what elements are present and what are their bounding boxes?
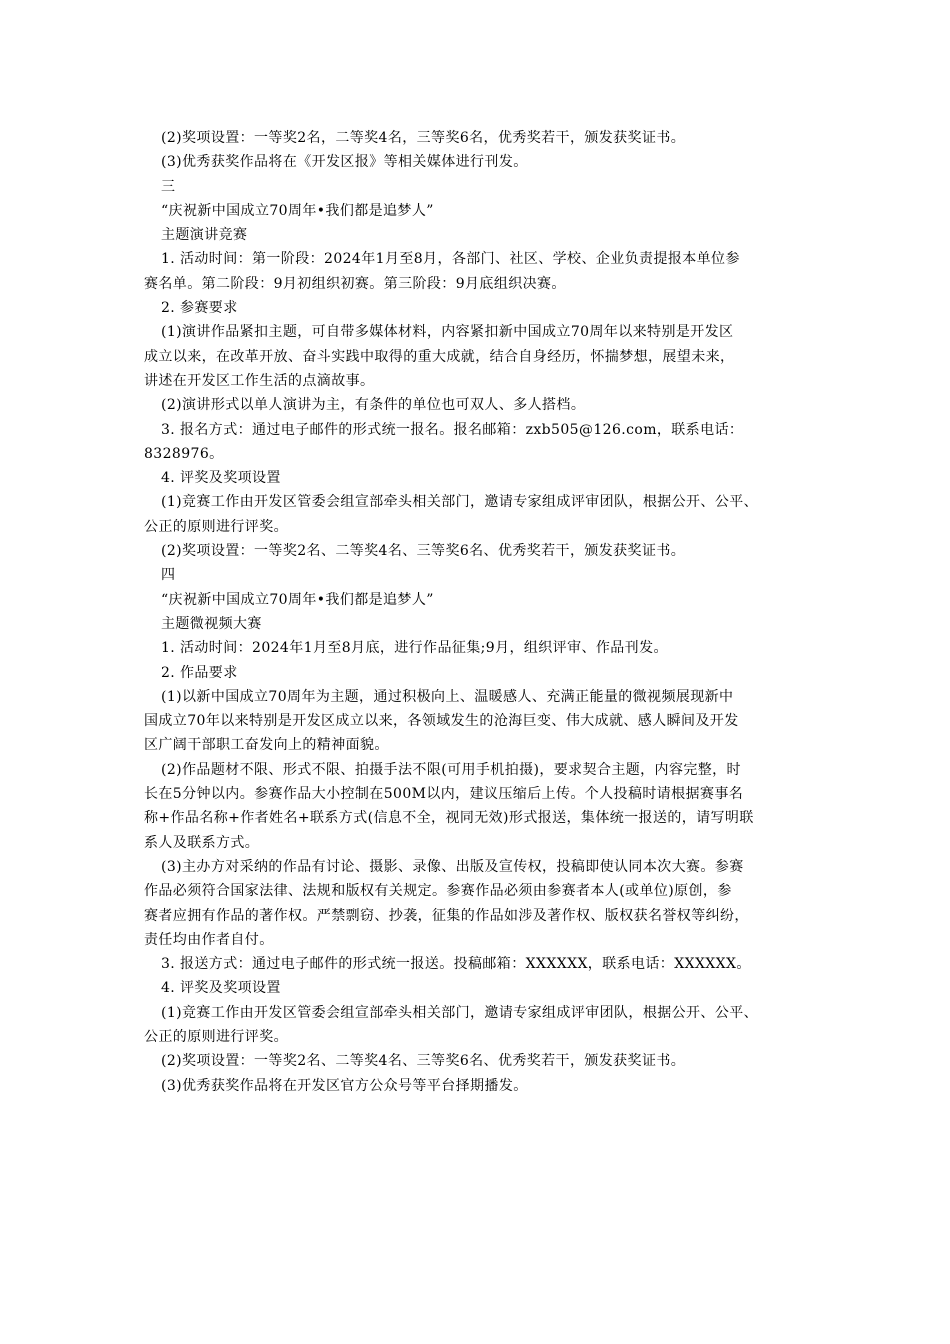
paragraph-line: (2)奖项设置：一等奖2名，二等奖4名，三等奖6名，优秀奖若干，颁发获奖证书。 xyxy=(161,130,686,146)
paragraph-line: (2)奖项设置：一等奖2名、二等奖4名、三等奖6名、优秀奖若干，颁发获奖证书。 xyxy=(161,1053,686,1070)
paragraph-line: 赛者应拥有作品的著作权。严禁剽窃、抄袭，征集的作品如涉及著作权、版权获名誉权等纠纷， xyxy=(144,907,749,924)
paragraph-line: “庆祝新中国成立70周年•我们都是追梦人” xyxy=(161,202,434,219)
paragraph-line: 四 xyxy=(161,567,176,584)
paragraph-line: (1)以新中国成立70周年为主题，通过积极向上、温暖感人、充满正能量的微视频展现新中 xyxy=(161,688,734,705)
paragraph-line: (3)优秀获奖作品将在《开发区报》等相关媒体进行刊发。 xyxy=(161,154,528,171)
paragraph-line: 称+作品名称+作者姓名+联系方式(信息不全，视同无效)形式报送，集体统一报送的，请写明联 xyxy=(144,810,754,827)
paragraph-line: 3. 报名方式：通过电子邮件的形式统一报名。报名邮箱：zxb505@126.com，联系电话： xyxy=(161,421,744,438)
paragraph-line: 主题演讲竞赛 xyxy=(161,227,248,244)
paragraph-line: 责任均由作者自付。 xyxy=(144,931,274,948)
paragraph-line: 赛名单。第二阶段：9月初组织初赛。第三阶段：9月底组织决赛。 xyxy=(144,275,566,292)
paragraph-line: 讲述在开发区工作生活的点滴故事。 xyxy=(144,372,375,389)
document-page xyxy=(144,126,824,1098)
paragraph-line: (1)竞赛工作由开发区管委会组宣部牵头相关部门，邀请专家组成评审团队，根据公开、公平、 xyxy=(161,494,759,511)
paragraph-line: 三 xyxy=(161,178,176,195)
paragraph-line: (2)演讲形式以单人演讲为主，有条件的单位也可双人、多人搭档。 xyxy=(161,397,586,414)
paragraph-line: (3)优秀获奖作品将在开发区官方公众号等平台择期播发。 xyxy=(161,1077,528,1094)
paragraph-line: (2)奖项设置：一等奖2名、二等奖4名、三等奖6名、优秀奖若干，颁发获奖证书。 xyxy=(161,543,686,560)
paragraph-line: 系人及联系方式。 xyxy=(144,834,260,851)
paragraph-line: 公正的原则进行评奖。 xyxy=(144,518,288,535)
paragraph-line: 长在5分钟以内。参赛作品大小控制在500M以内，建议压缩后上传。个人投稿时请根据赛事名 xyxy=(144,786,744,803)
paragraph-line: 4. 评奖及奖项设置 xyxy=(161,980,281,997)
paragraph-line: 区广阔干部职工奋发向上的精神面貌。 xyxy=(144,737,389,754)
paragraph-line: 2. 作品要求 xyxy=(161,664,238,681)
paragraph-line: (2)作品题材不限、形式不限、拍摄手法不限(可用手机拍摄)，要求契合主题，内容完整，时 xyxy=(161,761,741,778)
paragraph-line: 公正的原则进行评奖。 xyxy=(144,1028,288,1045)
paragraph-line: (1)演讲作品紧扣主题，可自带多媒体材料，内容紧扣新中国成立70周年以来特别是开发区 xyxy=(161,324,734,341)
paragraph-line: “庆祝新中国成立70周年•我们都是追梦人” xyxy=(161,591,434,608)
paragraph-line: 4. 评奖及奖项设置 xyxy=(161,470,281,487)
paragraph-line: 作品必须符合国家法律、法规和版权有关规定。参赛作品必须由参赛者本人(或单位)原创，参 xyxy=(144,883,732,900)
paragraph-line: 3. 报送方式：通过电子邮件的形式统一报送。投稿邮箱：XXXXXX，联系电话：XXXXXX。 xyxy=(161,956,751,973)
paragraph-line: 2. 参赛要求 xyxy=(161,300,238,317)
paragraph-line: 1. 活动时间：第一阶段：2024年1月至8月，各部门、社区、学校、企业负责提报本单位参 xyxy=(161,251,740,268)
paragraph-line: (1)竞赛工作由开发区管委会组宣部牵头相关部门，邀请专家组成评审团队，根据公开、公平、 xyxy=(161,1004,759,1021)
paragraph-line: 8328976。 xyxy=(144,445,224,462)
paragraph-line: 国成立70年以来特别是开发区成立以来，各领域发生的沧海巨变、伟大成就、感人瞬间及开发 xyxy=(144,713,739,730)
paragraph-line: (3)主办方对采纳的作品有讨论、摄影、录像、出版及宣传权，投稿即使认同本次大赛。参赛 xyxy=(161,858,744,875)
paragraph-line: 成立以来，在改革开放、奋斗实践中取得的重大成就，结合自身经历，怀揣梦想，展望未来， xyxy=(144,348,735,365)
paragraph-line: 主题微视频大赛 xyxy=(161,615,262,632)
paragraph-line: 1. 活动时间：2024年1月至8月底，进行作品征集;9月，组织评审、作品刊发。 xyxy=(161,640,668,657)
